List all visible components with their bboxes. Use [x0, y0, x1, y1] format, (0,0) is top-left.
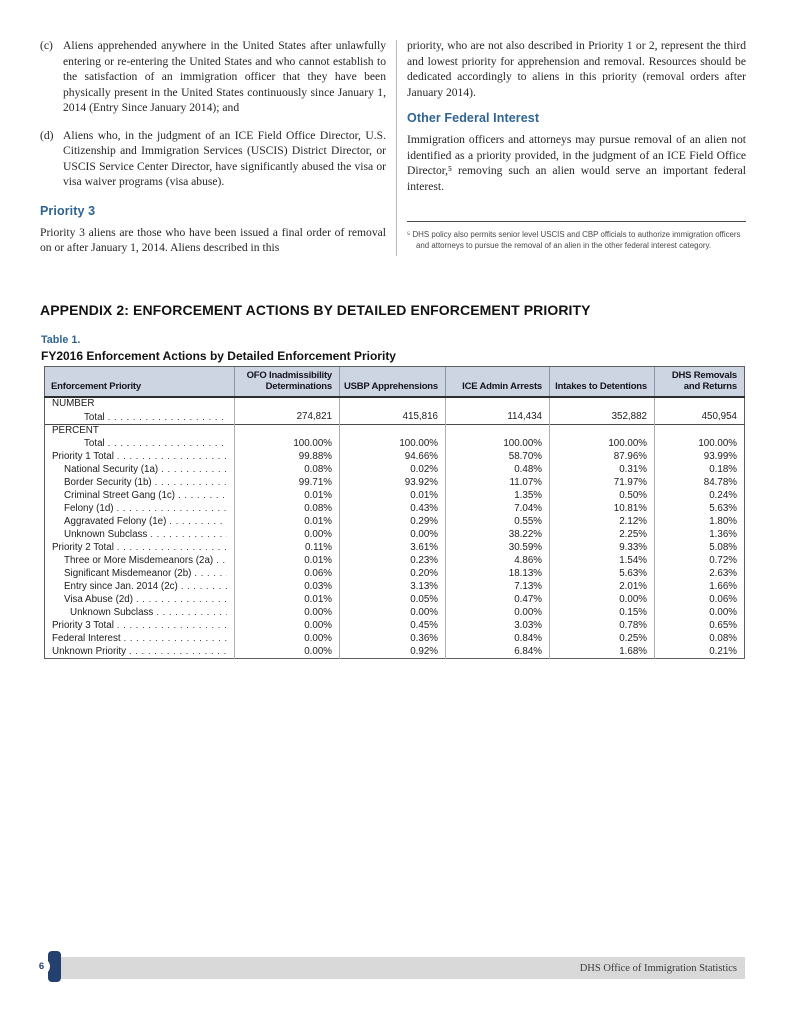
- row-label: Criminal Street Gang (1c): [64, 490, 176, 501]
- value-cell: 0.65%: [655, 619, 745, 632]
- value-cell: 4.86%: [446, 554, 550, 567]
- table-row: [45, 541, 745, 554]
- other-federal-interest-paragraph: Immigration officers and attorneys may pursue removal of an alien not identified as a priority provided, in the judgment of an ICE Field Office Director,⁵ removing such an alien would serve an important federal interest.: [407, 133, 746, 193]
- list-text: Aliens who, in the judgment of an ICE Field Office Director, U.S. Citizenship and Immigration Services (USCIS) District Director, or USCIS Service Center Director, have significantly abused the visa or visa waiver programs (visa abuse).: [63, 128, 386, 188]
- value-cell: 1.66%: [655, 580, 745, 593]
- value-cell: 0.18%: [655, 463, 745, 476]
- value-cell: 0.25%: [550, 632, 655, 645]
- list-marker: (d): [40, 128, 54, 142]
- value-cell: 0.24%: [655, 489, 745, 502]
- value-cell: 2.01%: [550, 580, 655, 593]
- value-cell: 71.97%: [550, 476, 655, 489]
- value-cell: 0.36%: [340, 632, 446, 645]
- dot-leader: [136, 593, 227, 606]
- appendix-heading: APPENDIX 2: ENFORCEMENT ACTIONS BY DETAILED ENFORCEMENT PRIORITY: [40, 302, 591, 318]
- row-label-cell: [45, 437, 234, 450]
- dot-leader: [216, 554, 227, 567]
- value-cell: [340, 397, 446, 411]
- value-cell: [446, 424, 550, 437]
- row-label-cell: [45, 593, 234, 606]
- row-label-cell: [45, 606, 234, 619]
- column-header: ICE Admin Arrests: [446, 367, 550, 398]
- table-row: [45, 515, 745, 528]
- value-cell: 18.13%: [446, 567, 550, 580]
- other-federal-interest-heading: Other Federal Interest: [407, 111, 540, 125]
- value-cell: 99.88%: [235, 450, 340, 463]
- value-cell: 0.00%: [235, 632, 340, 645]
- value-cell: 0.06%: [235, 567, 340, 580]
- row-label: Federal Interest: [52, 633, 121, 644]
- value-cell: 5.63%: [550, 567, 655, 580]
- value-cell: [550, 424, 655, 437]
- table-row: [45, 580, 745, 593]
- dot-leader: [169, 515, 227, 528]
- footer-text: DHS Office of Immigration Statistics: [579, 962, 737, 974]
- value-cell: 0.00%: [340, 528, 446, 541]
- value-cell: 30.59%: [446, 541, 550, 554]
- value-cell: 0.23%: [340, 554, 446, 567]
- row-label-cell: [45, 450, 234, 463]
- dot-leader: [194, 567, 227, 580]
- row-label: Total: [84, 412, 105, 423]
- row-label: Priority 3 Total: [52, 620, 114, 631]
- value-cell: 0.00%: [235, 619, 340, 632]
- value-cell: 7.13%: [446, 580, 550, 593]
- value-cell: [235, 424, 340, 437]
- value-cell: 0.06%: [655, 593, 745, 606]
- value-cell: 38.22%: [446, 528, 550, 541]
- dot-leader: [129, 645, 227, 658]
- value-cell: 0.55%: [446, 515, 550, 528]
- value-cell: 5.63%: [655, 502, 745, 515]
- table-row: [45, 567, 745, 580]
- priority-3-continuation-paragraph: priority, who are not also described in Priority 1 or 2, represent the third and lowest priority for apprehension and removal. Resources should be dedicated accordingly to aliens in this priority (removal orders after January 2014).: [407, 39, 746, 99]
- footnote-divider: [407, 221, 746, 222]
- table-row: [45, 528, 745, 541]
- row-label-cell: [45, 463, 234, 476]
- table-row: [45, 502, 745, 515]
- value-cell: 0.47%: [446, 593, 550, 606]
- row-label-cell: [45, 411, 234, 424]
- row-label-cell: [45, 528, 234, 541]
- value-cell: 100.00%: [340, 437, 446, 450]
- article-left-column: [40, 38, 386, 256]
- table-header-row: [45, 367, 745, 398]
- value-cell: 0.50%: [550, 489, 655, 502]
- row-label: Entry since Jan. 2014 (2c): [64, 581, 178, 592]
- table-row: [45, 489, 745, 502]
- value-cell: 87.96%: [550, 450, 655, 463]
- page-footer: [0, 951, 791, 983]
- dot-leader: [117, 619, 227, 632]
- value-cell: 3.03%: [446, 619, 550, 632]
- row-label-cell: [45, 580, 234, 593]
- dot-leader: [181, 580, 227, 593]
- value-cell: 93.92%: [340, 476, 446, 489]
- value-cell: 0.20%: [340, 567, 446, 580]
- value-cell: 0.00%: [550, 593, 655, 606]
- value-cell: 1.80%: [655, 515, 745, 528]
- column-header: Intakes to Detentions: [550, 367, 655, 398]
- value-cell: 274,821: [235, 411, 340, 424]
- value-cell: 0.72%: [655, 554, 745, 567]
- dot-leader: [124, 632, 227, 645]
- value-cell: 0.08%: [655, 632, 745, 645]
- value-cell: 0.48%: [446, 463, 550, 476]
- row-label-cell: [45, 632, 234, 645]
- value-cell: 7.04%: [446, 502, 550, 515]
- value-cell: 3.13%: [340, 580, 446, 593]
- column-divider: [396, 40, 397, 256]
- article-columns: [40, 38, 746, 256]
- value-cell: 1.36%: [655, 528, 745, 541]
- table-row: [45, 554, 745, 567]
- value-cell: 0.43%: [340, 502, 446, 515]
- value-cell: 0.84%: [446, 632, 550, 645]
- dot-leader: [156, 606, 227, 619]
- value-cell: 1.68%: [550, 645, 655, 659]
- row-label-cell: [45, 567, 234, 580]
- value-cell: 99.71%: [235, 476, 340, 489]
- dot-leader: [178, 489, 227, 502]
- row-label-cell: [45, 619, 234, 632]
- value-cell: 0.31%: [550, 463, 655, 476]
- value-cell: 11.07%: [446, 476, 550, 489]
- table-row: [45, 476, 745, 489]
- row-label: Three or More Misdemeanors (2a): [64, 555, 214, 566]
- table-row: [45, 411, 745, 424]
- value-cell: 94.66%: [340, 450, 446, 463]
- dot-leader: [155, 476, 227, 489]
- row-label-cell: [45, 645, 234, 658]
- table-row: [45, 632, 745, 645]
- row-label-cell: [45, 541, 234, 554]
- row-label-cell: [45, 398, 234, 411]
- value-cell: 0.00%: [235, 645, 340, 659]
- value-cell: 84.78%: [655, 476, 745, 489]
- dot-leader: [108, 437, 227, 450]
- footnote: ⁵ DHS policy also permits senior level USCIS and CBP officials to authorize immigration officers and attorneys to pursue the removal of an alien in the other federal interest category.: [407, 230, 741, 250]
- value-cell: 0.21%: [655, 645, 745, 659]
- dot-leader: [108, 411, 227, 424]
- row-label-cell: [45, 502, 234, 515]
- enforcement-table: [44, 366, 745, 659]
- value-cell: 0.29%: [340, 515, 446, 528]
- page-number: 6: [33, 958, 50, 975]
- value-cell: [655, 424, 745, 437]
- row-label: Total: [84, 438, 105, 449]
- list-item-d: [40, 128, 386, 190]
- value-cell: 0.45%: [340, 619, 446, 632]
- dot-leader: [117, 541, 227, 554]
- table-row: [45, 606, 745, 619]
- value-cell: 0.92%: [340, 645, 446, 659]
- value-cell: 0.03%: [235, 580, 340, 593]
- row-label: Priority 1 Total: [52, 451, 114, 462]
- row-label-cell: [45, 554, 234, 567]
- value-cell: 0.00%: [235, 528, 340, 541]
- table-row: [45, 619, 745, 632]
- row-label: Unknown Subclass: [64, 529, 148, 540]
- value-cell: 0.01%: [235, 515, 340, 528]
- value-cell: 0.01%: [235, 554, 340, 567]
- value-cell: 1.35%: [446, 489, 550, 502]
- value-cell: 0.08%: [235, 463, 340, 476]
- value-cell: 415,816: [340, 411, 446, 424]
- table-row: [45, 645, 745, 659]
- table-row: [45, 437, 745, 450]
- row-label: Felony (1d): [64, 503, 114, 514]
- value-cell: [235, 397, 340, 411]
- value-cell: 0.00%: [446, 606, 550, 619]
- row-label-cell: [45, 424, 234, 437]
- value-cell: 58.70%: [446, 450, 550, 463]
- value-cell: 0.00%: [340, 606, 446, 619]
- value-cell: 1.54%: [550, 554, 655, 567]
- dot-leader: [117, 450, 227, 463]
- value-cell: 100.00%: [550, 437, 655, 450]
- value-cell: 2.25%: [550, 528, 655, 541]
- table-label: Table 1.: [41, 334, 81, 346]
- table-row: [45, 463, 745, 476]
- dot-leader: [150, 528, 227, 541]
- value-cell: 0.00%: [655, 606, 745, 619]
- value-cell: [550, 397, 655, 411]
- column-header: Enforcement Priority: [45, 367, 235, 398]
- table-row: [45, 397, 745, 411]
- value-cell: 0.01%: [235, 489, 340, 502]
- row-label: NUMBER: [52, 398, 95, 409]
- row-label: Aggravated Felony (1e): [64, 516, 167, 527]
- value-cell: 100.00%: [655, 437, 745, 450]
- priority-3-paragraph: Priority 3 aliens are those who have been issued a final order of removal on or after January 1, 2014. Aliens described in this: [40, 225, 386, 254]
- value-cell: 450,954: [655, 411, 745, 424]
- value-cell: 114,434: [446, 411, 550, 424]
- row-label-cell: [45, 476, 234, 489]
- value-cell: 5.08%: [655, 541, 745, 554]
- value-cell: 0.05%: [340, 593, 446, 606]
- value-cell: 0.08%: [235, 502, 340, 515]
- value-cell: 0.11%: [235, 541, 340, 554]
- footer-bar: [55, 957, 745, 979]
- row-label: National Security (1a): [64, 464, 159, 475]
- table-title: FY2016 Enforcement Actions by Detailed Enforcement Priority: [41, 349, 396, 363]
- priority-3-heading: Priority 3: [40, 203, 96, 218]
- value-cell: 0.78%: [550, 619, 655, 632]
- value-cell: 0.01%: [340, 489, 446, 502]
- column-header: DHS Removals and Returns: [655, 367, 745, 398]
- row-label: Border Security (1b): [64, 477, 152, 488]
- value-cell: [340, 424, 446, 437]
- list-marker: (c): [40, 39, 53, 52]
- row-label: Priority 2 Total: [52, 542, 114, 553]
- value-cell: 100.00%: [446, 437, 550, 450]
- value-cell: 0.02%: [340, 463, 446, 476]
- row-label: PERCENT: [52, 425, 99, 436]
- row-label: Unknown Subclass: [70, 607, 154, 618]
- value-cell: 0.00%: [235, 606, 340, 619]
- value-cell: 352,882: [550, 411, 655, 424]
- row-label: Unknown Priority: [52, 646, 127, 657]
- value-cell: [446, 397, 550, 411]
- value-cell: 3.61%: [340, 541, 446, 554]
- value-cell: 6.84%: [446, 645, 550, 659]
- enforcement-table-wrap: [44, 366, 745, 659]
- value-cell: 2.63%: [655, 567, 745, 580]
- table-row: [45, 424, 745, 437]
- dot-leader: [117, 502, 227, 515]
- row-label: Significant Misdemeanor (2b): [64, 568, 192, 579]
- row-label-cell: [45, 489, 234, 502]
- row-label-cell: [45, 515, 234, 528]
- row-label: Visa Abuse (2d): [64, 594, 133, 605]
- table-row: [45, 593, 745, 606]
- value-cell: 93.99%: [655, 450, 745, 463]
- value-cell: [655, 397, 745, 411]
- column-header: OFO Inadmissibility Determinations: [235, 367, 340, 398]
- list-item-c: [40, 38, 386, 116]
- column-header: USBP Apprehensions: [340, 367, 446, 398]
- dot-leader: [161, 463, 227, 476]
- value-cell: 0.01%: [235, 593, 340, 606]
- value-cell: 0.15%: [550, 606, 655, 619]
- value-cell: 10.81%: [550, 502, 655, 515]
- value-cell: 9.33%: [550, 541, 655, 554]
- list-text: Aliens apprehended anywhere in the United States after unlawfully entering or re-entering the United States and who cannot establish to the satisfaction of an immigration officer that they have been physically present in the United States continuously since January 1, 2014 (Entry Since January 2014); and: [63, 39, 386, 114]
- table-row: [45, 450, 745, 463]
- article-right-column: [407, 38, 746, 256]
- value-cell: 100.00%: [235, 437, 340, 450]
- value-cell: 2.12%: [550, 515, 655, 528]
